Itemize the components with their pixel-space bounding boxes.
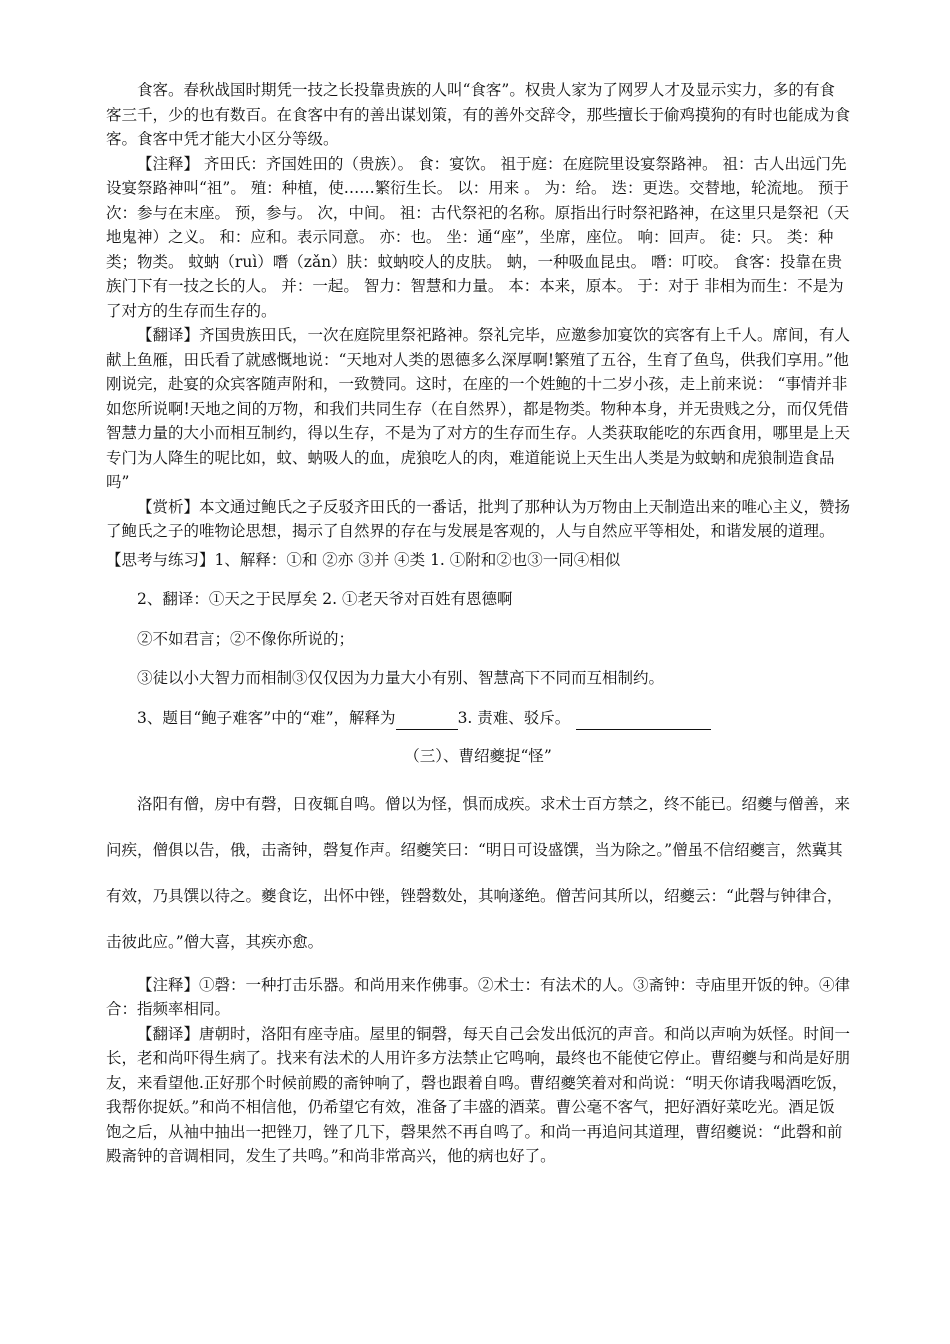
appreciation-section-1: 【赏析】本文通过鲍氏之子反驳齐田氏的一番话，批判了那种认为万物由上天制造出来的唯心主义，赞扬了鲍氏之子的唯物论思想，揭示了自然界的存在与发展是客观的，人与自然应平等相处，和谐发展的道理。 xyxy=(106,497,851,540)
annotation-section-2: 【注释】①磬：一种打击乐器。和尚用来作佛事。②术士：有法术的人。③斋钟：寺庙里开饭的钟。④律合：指频率相同。 xyxy=(106,975,851,1018)
exercise-2-item-2: ②不如君言；②不像你所说的； xyxy=(137,629,355,648)
section-title: （三）、曹绍夔捉“怪” xyxy=(404,747,552,765)
translation-section-2: 【翻译】唐朝时，洛阳有座寺庙。屋里的铜磬，每天自己会发出低沉的声音。和尚以声响为妖怪。时间一长，老和尚吓得生病了。找来有法术的人用许多方法禁止它鸣响，最终也不能使它停止。曹绍夔与和尚是好朋友，来看望他.正好那个时候前殿的斋钟响了，磬也跟着自鸣。曹绍夔笑着对和尚说：“明天你请我喝酒吃饭，我帮你捉妖。”和尚不相信他，仍希望它有效，准备了丰盛的酒菜。曹公毫不客气，把好酒好菜吃光。酒足饭饱之后，从袖中抽出一把锉刀，锉了几下，磬果然不再自鸣了。和尚一再追问其道理，曹绍夔说：“此磬和前殿斋钟的音调相同，发生了共鸣。”和尚非常高兴，他的病也好了。 xyxy=(106,1024,851,1165)
exercise-1: 【思考与练习】1、解释：①和 ②亦 ③并 ④类 1. ①附和②也③一同④相似 xyxy=(106,550,621,569)
exercise-3 xyxy=(106,706,850,731)
answer-blank[interactable] xyxy=(396,711,458,730)
translation-section-1: 【翻译】齐国贵族田氏，一次在庭院里祭祀路神。祭礼完毕，应邀参加宴饮的宾客有上千人。席间，有人献上鱼雁，田氏看了就感慨地说：“天地对人类的恩德多么深厚啊!繁殖了五谷，生育了鱼鸟，供我们享用。”他刚说完，赴宴的众宾客随声附和，一致赞同。这时，在座的一个姓鲍的十二岁小孩，走上前来说： “事情并非如您所说啊!天地之间的万物，和我们共同生存（在自然界），都是物类。物种本身，并无贵贱之分，而仅凭借智慧力量的大小而相互制约，得以生存，不是为了对方的生存而生存。人类获取能吃的东西食用，哪里是上天专门为人降生的呢比如，蚊、蚋吸人的血，虎狼吃人的肉，难道能说上天生出人类是为蚊蚋和虎狼制造食品吗” xyxy=(106,326,851,491)
exercise-3-answer: 3. 责难、驳斥。 xyxy=(457,708,571,727)
exercise-3-question: 3、题目“鲍子难客”中的“难”，解释为 xyxy=(137,708,396,727)
story-classical-text: 洛阳有僧，房中有磬，日夜辄自鸣。僧以为怪，惧而成疾。求术士百方禁之，终不能已。绍夔与僧善，来问疾，僧俱以告，俄，击斋钟，磬复作声。绍夔笑曰：“明日可设盛馔，当为除之。”僧虽不信绍夔言，然冀其有效，乃具馔以待之。夔食讫，出怀中锉，锉磬数处，其响遂绝。僧苦问其所以，绍夔云：“此磬与钟律合，击彼此应。”僧大喜，其疾亦愈。 xyxy=(106,794,851,951)
annotation-section-1: 【注释】 齐田氏：齐国姓田的（贵族）。 食：宴饮。 祖于庭：在庭院里设宴祭路神。 祖：古人出远门先设宴祭路神叫“祖”。 殖：种植，使……繁衍生长。 以：用来 。 为：给。 迭：更迭。交替地，轮流地。 预于次：参与在末座。 预，参与。 次，中间。 祖：古代祭祀的名称。原指出行时祭祀路神，在这里只是祭祀（天地鬼神）之义。 和：应和。表示同意。 亦：也。 坐：通“座”，坐席，座位。 响：回声。 徒：只。 类：种类；物类。 蚊蚋（ruì）噆（zǎn）肤：蚊蚋咬人的皮肤。 蚋，一种吸血昆虫。 噆：叮咬。 食客：投靠在贵族门下有一技之长的人。 并：一起。 智力：智慧和力量。 本：本来，原本。 于：对于 非相为而生：不是为了对方的生存而生存的。 xyxy=(106,154,850,320)
answer-blank-2[interactable] xyxy=(576,711,711,730)
exercise-2-item-3: ③徒以小大智力而相制③仅仅因为力量大小有别、智慧高下不同而互相制约。 xyxy=(137,669,665,687)
document-page xyxy=(106,78,850,1169)
paragraph-food-guests: 食客。春秋战国时期凭一技之长投靠贵族的人叫“食客”。权贵人家为了网罗人才及显示实力，多的有食客三千，少的也有数百。在食客中有的善出谋划策，有的善外交辞令，那些擅长于偷鸡摸狗的有时也能成为食客。食客中凭才能大小区分等级。 xyxy=(106,81,851,148)
exercise-2: 2、翻译：①天之于民厚矣 2. ①老天爷对百姓有恩德啊 xyxy=(137,590,513,608)
